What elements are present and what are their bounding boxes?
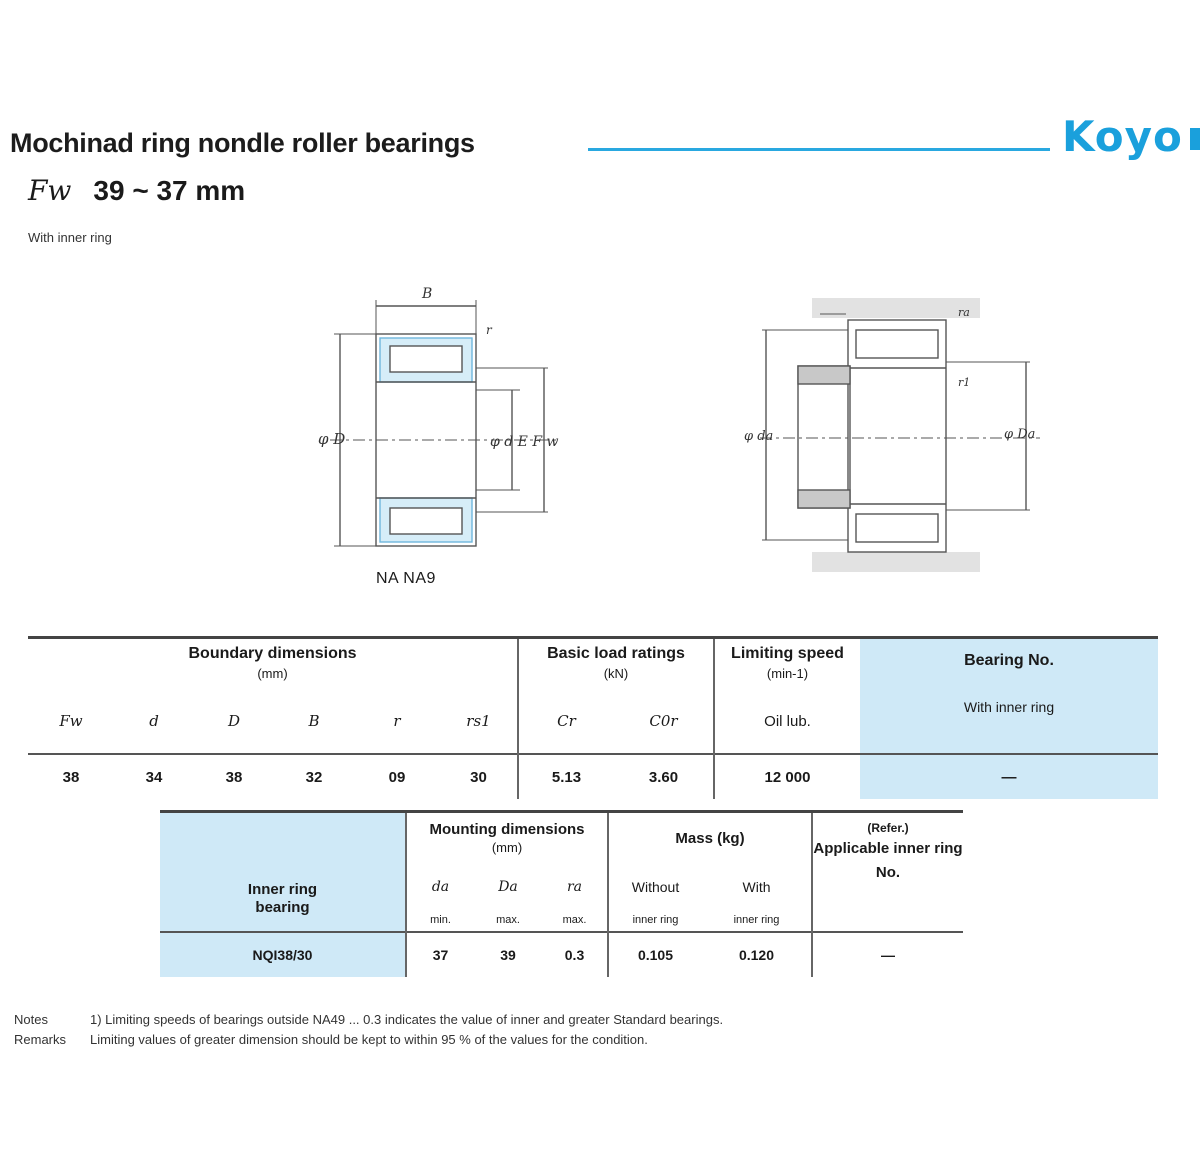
cell: 0.105 (608, 932, 702, 977)
mounting-section-right (760, 298, 1040, 572)
bearing-no-sub: With inner ring (963, 699, 1055, 715)
note-text-2: Limiting values of greater dimension should be kept to within 95 % of the values for the condition. (90, 1032, 648, 1047)
mount-unit: (mm) (491, 840, 523, 855)
group-note (812, 812, 963, 933)
sub-max: max. (496, 914, 520, 926)
load-unit: (kN) (603, 666, 629, 681)
col-ra: ra (566, 879, 583, 895)
table-row (28, 754, 1158, 799)
label-width-b: B (422, 286, 433, 302)
mounting-table (160, 810, 963, 977)
cell: 38 (28, 754, 114, 799)
col-Da: Da (498, 879, 518, 895)
note-label-1: Notes (14, 1012, 48, 1027)
page-title: Mochinad ring nondle roller bearings (10, 128, 475, 158)
subtitle: With inner ring (28, 230, 112, 245)
cell: 38 (194, 754, 274, 799)
group-bearing-no (860, 638, 1158, 755)
sub-inner: inner ring (733, 914, 780, 926)
mount-label: Mounting dimensions (429, 821, 585, 838)
col-da: da (406, 865, 474, 909)
boundary-label: Boundary dimensions (188, 645, 357, 662)
sub-min: min. (406, 909, 474, 932)
col-D: D (227, 712, 241, 730)
col-oil: Oil lub. (714, 689, 860, 754)
note-line-1 (14, 1010, 1074, 1030)
label-r: r (486, 323, 492, 337)
table-row (160, 932, 963, 977)
col-rs1: rs1 (466, 712, 491, 730)
cell: 30 (440, 754, 518, 799)
group-load (518, 638, 714, 690)
drawing-caption: NA NA9 (376, 570, 436, 587)
cell: 3.60 (614, 754, 714, 799)
group-mounting (406, 812, 608, 866)
cell: 5.13 (518, 754, 614, 799)
specs-table (28, 636, 1158, 799)
cell: NQI38/30 (160, 932, 406, 977)
cell: 12 000 (714, 754, 860, 799)
cell: 34 (114, 754, 194, 799)
group-speed (714, 638, 860, 690)
cell: 37 (406, 932, 474, 977)
load-label: Basic load ratings (547, 645, 685, 662)
bearing-no-label: Bearing No. (964, 652, 1054, 669)
cell: 39 (474, 932, 542, 977)
inner-label2: bearing (255, 899, 310, 916)
label-ra: ra (958, 306, 970, 319)
col-cr: Cr (518, 689, 614, 754)
note-no: No. (875, 864, 901, 881)
label-r1: r1 (958, 376, 971, 389)
col-r: r (393, 712, 401, 730)
label-bore-d: φ D (318, 430, 346, 448)
range-symbol: Fw (28, 174, 72, 207)
group-boundary (28, 638, 518, 690)
col-without: Without (608, 865, 702, 909)
cell: 32 (274, 754, 354, 799)
cell: 09 (354, 754, 440, 799)
cell: — (812, 932, 963, 977)
note-label: Applicable inner ring (813, 840, 963, 857)
bearing-section-left (330, 300, 560, 546)
col-with: With (742, 879, 771, 895)
group-mass: Mass (kg) (608, 812, 812, 866)
inner-label: Inner ring (247, 881, 318, 898)
inner-ring-header (160, 812, 406, 933)
note-label-2: Remarks (14, 1032, 67, 1047)
label-da: φ da (744, 429, 774, 444)
cell: — (860, 754, 1158, 799)
col-c0r: C0r (649, 712, 678, 730)
range-value: 39 ~ 37 mm (93, 175, 246, 206)
label-raceway: φ d E F w (490, 434, 559, 450)
sub-inner: inner ring (608, 909, 702, 932)
col-fw: Fw (59, 712, 83, 730)
col-d: d (149, 712, 159, 730)
note-head: (Refer.) (867, 821, 909, 835)
cell: 0.3 (542, 932, 608, 977)
col-B: B (308, 712, 320, 730)
cell: 0.120 (702, 932, 812, 977)
footnotes (14, 1010, 1074, 1050)
brand-logo: Koyo (1062, 112, 1183, 161)
speed-unit: (min-1) (766, 666, 809, 681)
label-Da: φ Da (1004, 427, 1036, 442)
note-line-2 (14, 1030, 1074, 1050)
sub-max: max. (562, 914, 587, 926)
boundary-unit: (mm) (257, 666, 288, 681)
note-text-1: 1) Limiting speeds of bearings outside NA49 ... 0.3 indicates the value of inner and greater Standard bearings. (90, 1012, 724, 1027)
speed-label: Limiting speed (731, 645, 844, 662)
